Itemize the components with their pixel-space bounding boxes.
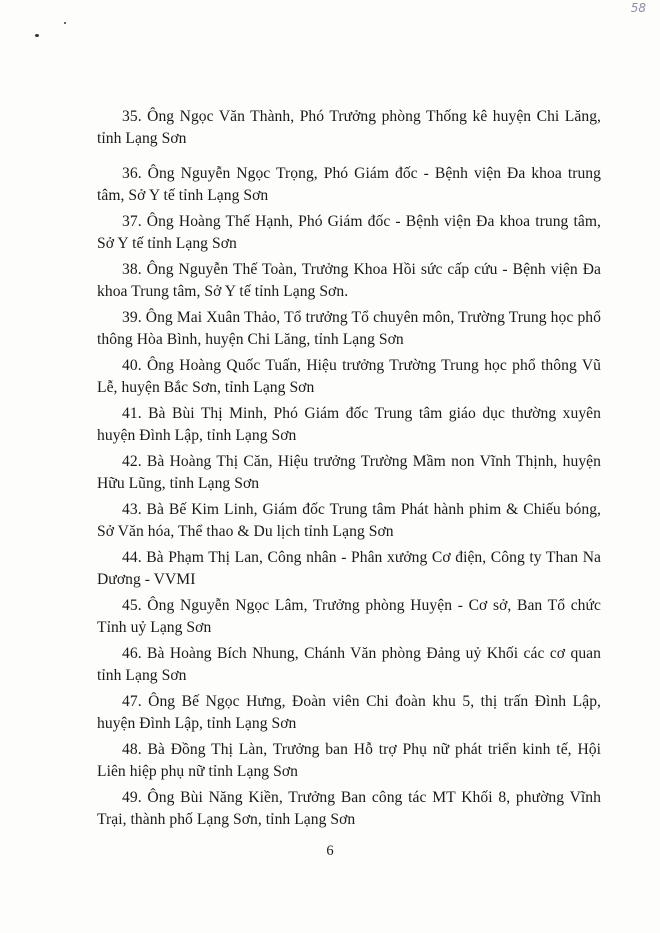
list-item: 42. Bà Hoàng Thị Căn, Hiệu trưởng Trường Mầm non Vĩnh Thịnh, huyện Hữu Lũng, tỉnh Lạng Sơn <box>97 453 601 492</box>
list-item: 39. Ông Mai Xuân Thảo, Tổ trưởng Tổ chuyên môn, Trường Trung học phổ thông Hòa Bình, huyện Chi Lăng, tỉnh Lạng Sơn <box>97 309 601 348</box>
list-item: 47. Ông Bế Ngọc Hưng, Đoàn viên Chi đoàn khu 5, thị trấn Đình Lập, huyện Đình Lập, tỉnh Lạng Sơn <box>97 693 601 732</box>
list-item: 37. Ông Hoàng Thế Hạnh, Phó Giám đốc - Bệnh viện Đa khoa trung tâm, Sở Y tế tỉnh Lạng Sơn <box>97 213 601 252</box>
list-item: 41. Bà Bùi Thị Minh, Phó Giám đốc Trung tâm giáo dục thường xuyên huyện Đình Lập, tỉnh Lạng Sơn <box>97 405 601 444</box>
handwritten-page-number: 58 <box>630 1 646 15</box>
list-item: 38. Ông Nguyễn Thế Toàn, Trưởng Khoa Hồi sức cấp cứu - Bệnh viện Đa khoa Trung tâm, Sở Y tế tỉnh Lạng Sơn. <box>97 261 601 300</box>
list-item: 46. Bà Hoàng Bích Nhung, Chánh Văn phòng Đảng uỷ Khối các cơ quan tỉnh Lạng Sơn <box>97 645 601 684</box>
list-item: 43. Bà Bế Kim Linh, Giám đốc Trung tâm Phát hành phim & Chiếu bóng, Sở Văn hóa, Thể thao & Du lịch tỉnh Lạng Sơn <box>97 501 601 540</box>
list-item: 44. Bà Phạm Thị Lan, Công nhân - Phân xưởng Cơ điện, Công ty Than Na Dương - VVMI <box>97 549 601 588</box>
list-item: 48. Bà Đồng Thị Làn, Trưởng ban Hỗ trợ Phụ nữ phát triển kinh tế, Hội Liên hiệp phụ nữ tỉnh Lạng Sơn <box>97 741 601 780</box>
list-item: 45. Ông Nguyễn Ngọc Lâm, Trưởng phòng Huyện - Cơ sở, Ban Tổ chức Tỉnh uỷ Lạng Sơn <box>97 597 601 636</box>
list-item: 35. Ông Ngọc Văn Thành, Phó Trưởng phòng Thống kê huyện Chi Lăng, tỉnh Lạng Sơn <box>97 108 601 147</box>
page-number: 6 <box>326 843 334 859</box>
scan-speck <box>35 34 39 37</box>
list-item: 40. Ông Hoàng Quốc Tuấn, Hiệu trưởng Trường Trung học phổ thông Vũ Lễ, huyện Bắc Sơn, tỉnh Lạng Sơn <box>97 357 601 396</box>
list-item: 49. Ông Bùi Năng Kiền, Trưởng Ban công tác MT Khối 8, phường Vĩnh Trại, thành phố Lạng Sơn, tỉnh Lạng Sơn <box>97 789 601 828</box>
list-item: 36. Ông Nguyễn Ngọc Trọng, Phó Giám đốc - Bệnh viện Đa khoa trung tâm, Sở Y tế tỉnh Lạng Sơn <box>97 165 601 204</box>
scan-speck <box>64 22 66 24</box>
